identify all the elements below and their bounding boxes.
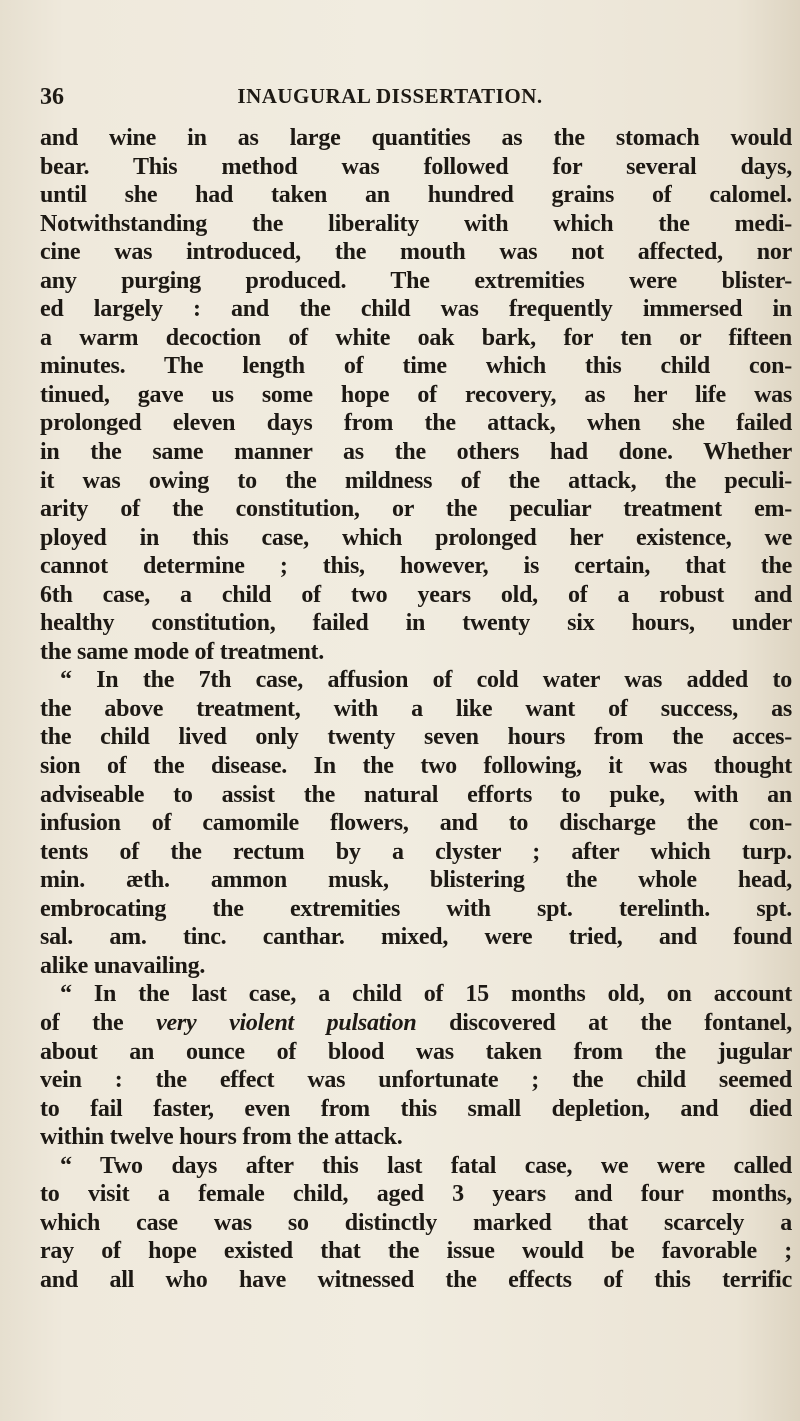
italic-phrase: very violent pulsation — [156, 1009, 417, 1036]
text-line: the child lived only twenty seven hours from the acces- — [40, 724, 792, 751]
paragraph-end-line: within twelve hours from the attack. — [40, 1124, 403, 1151]
text-line: in the same manner as the others had done. Whether — [40, 439, 792, 466]
text-line: until she had taken an hundred grains of calomel. — [40, 182, 792, 209]
body-text — [40, 124, 792, 1294]
text-line: to fail faster, even from this small depletion, and died — [40, 1095, 792, 1122]
running-head — [40, 84, 740, 114]
text-line: cine was introduced, the mouth was not affected, nor — [40, 239, 792, 266]
text-line: vein : the effect was unfortunate ; the child seemed — [40, 1067, 792, 1094]
text-line: to visit a female child, aged 3 years and four months, — [40, 1181, 792, 1208]
text-line: any purging produced. The extremities were blister- — [40, 267, 792, 294]
text-line: it was owing to the mildness of the attack, the peculi- — [40, 467, 792, 494]
text-line: healthy constitution, failed in twenty six hours, under — [40, 610, 792, 637]
text-line: and all who have witnessed the effects of this terrific — [40, 1266, 792, 1293]
text-line: sal. am. tinc. canthar. mixed, were tried, and found — [40, 924, 792, 951]
text-line: embrocating the extremities with spt. terelinth. spt. — [40, 895, 792, 922]
paragraph-end-line: the same mode of treatment. — [40, 638, 325, 665]
text-line: cannot determine ; this, however, is certain, that the — [40, 553, 792, 580]
text-line: arity of the constitution, or the peculiar treatment em- — [40, 496, 792, 523]
running-title: INAUGURAL DISSERTATION. — [237, 84, 543, 108]
text-line: bear. This method was followed for several days, — [40, 153, 792, 180]
paragraph-end-line: alike unavailing. — [40, 952, 206, 979]
text-line: Notwithstanding the liberality with which the medi- — [40, 210, 792, 237]
text-line: a warm decoction of white oak bark, for ten or fifteen — [40, 324, 792, 351]
text-line: ray of hope existed that the issue would be favorable ; — [40, 1238, 792, 1265]
text-segment: of the — [40, 1009, 157, 1036]
paragraph-start-line: “ Two days after this last fatal case, we were called — [60, 1152, 792, 1179]
text-line: ployed in this case, which prolonged her existence, we — [40, 524, 792, 551]
text-line: tents of the rectum by a clyster ; after which turp. — [40, 838, 792, 865]
text-line: minutes. The length of time which this child con- — [40, 353, 792, 380]
text-line: the above treatment, with a like want of success, as — [40, 695, 792, 722]
text-line: sion of the disease. In the two following, it was thought — [40, 753, 792, 780]
page-number: 36 — [40, 84, 64, 110]
text-line: min. æth. ammon musk, blistering the whole head, — [40, 867, 792, 894]
text-line: ed largely : and the child was frequently immersed in — [40, 296, 792, 323]
text-line: about an ounce of blood was taken from the jugular — [40, 1038, 792, 1065]
paragraph-start-line: “ In the last case, a child of 15 months old, on account — [60, 981, 792, 1008]
text-line: tinued, gave us some hope of recovery, as her life was — [40, 381, 792, 408]
text-line: and wine in as large quantities as the stomach would — [40, 125, 792, 151]
text-line: prolonged eleven days from the attack, when she failed — [40, 410, 792, 437]
text-line: which case was so distinctly marked that scarcely a — [40, 1209, 792, 1236]
paragraph-start-line: “ In the 7th case, affusion of cold water was added to — [60, 667, 792, 694]
text-segment: discovered at the fontanel, — [416, 1009, 792, 1036]
text-line-with-italic — [40, 1009, 792, 1038]
text-line: 6th case, a child of two years old, of a robust and — [40, 581, 792, 608]
text-line: adviseable to assist the natural efforts to puke, with an — [40, 781, 792, 808]
text-line: infusion of camomile flowers, and to discharge the con- — [40, 810, 792, 837]
